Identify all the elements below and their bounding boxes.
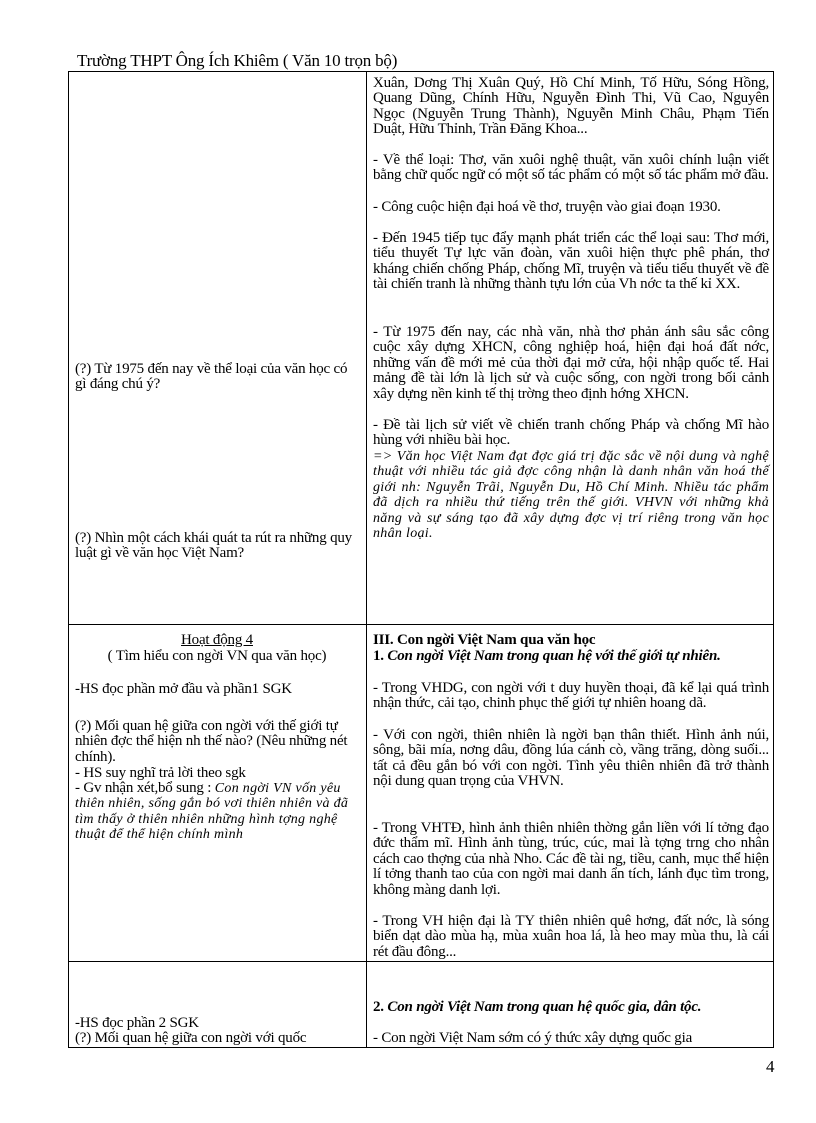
question-nature-relation: (?) Mối quan hệ giữa con ngời với thế giới tự nhiên đợc thể hiện nh thế nào? (Nêu những nét chính). bbox=[75, 718, 348, 765]
nature-friend-paragraph: - Với con ngời, thiên nhiên là ngời bạn thân thiết. Hình ảnh núi, sông, bãi mía, nơng dâu, đồng lúa cánh cò, vầng trăng, dòng suối... tất cả đều gắn bó với con ngời. Tình yêu thiên nhiên đã trở thành nội dung quan trọng của VHVN. bbox=[373, 727, 769, 790]
section-3-2-title: Con ngời Việt Nam trong quan hệ quốc gia, dân tộc. bbox=[387, 999, 702, 1015]
student-task-3: -HS đọc phần 2 SGK bbox=[75, 1015, 199, 1031]
teacher-comment bbox=[75, 781, 359, 843]
row-divider bbox=[69, 624, 773, 625]
nation-paragraph: - Con ngời Việt Nam sớm có ý thức xây dựng quốc gia bbox=[373, 1030, 693, 1046]
page-header: Trường THPT Ông Ích Khiêm ( Văn 10 trọn bộ) bbox=[77, 51, 398, 70]
row-divider bbox=[69, 961, 773, 962]
section-3-2-heading bbox=[373, 1000, 769, 1015]
section-3-1-title: Con ngời Việt Nam trong quan hệ với thế giới tự nhiên. bbox=[387, 648, 721, 664]
student-task-2: - HS suy nghĩ trả lời theo sgk bbox=[75, 765, 246, 781]
history-theme-paragraph: - Đề tài lịch sử viết về chiến tranh chống Pháp và chống Mĩ hào hùng với nhiều bài học. bbox=[373, 417, 769, 449]
folk-literature-paragraph: - Trong VHDG, con ngời với t duy huyền thoại, đã kể lại quá trình nhận thức, cải tạo, chinh phục thế giới tự nhiên hoang dã. bbox=[373, 680, 769, 712]
teacher-comment-label: - Gv nhận xét,bổ sung : bbox=[75, 780, 215, 796]
paragraph-1945: - Đến 1945 tiếp tục đẩy mạnh phát triển các thể loại sau: Thơ mới, tiểu thuyết Tự lực văn đoàn, văn xuôi hiện thực phê phán, thơ kháng chiến chống Pháp, chống Mĩ, truyện và tiểu tiểu thuyết về đề tài chiến tranh là những thành tựu lớn của Vh nớc ta thế kỉ XX. bbox=[373, 230, 769, 293]
student-task-1: -HS đọc phần mở đầu và phần1 SGK bbox=[75, 681, 292, 697]
authors-list: Xuân, Dơng Thị Xuân Quý, Hồ Chí Minh, Tố Hữu, Sóng Hồng, Quang Dũng, Chính Hữu, Nguyễn Đình Thi, Vũ Cao, Nguyên Ngọc (Nguyễn Trung Thành), Nguyễn Minh Châu, Phạm Tiến Duật, Hữu Thỉnh, Trần Đăng Khoa... bbox=[373, 75, 769, 138]
genre-paragraph: - Về thể loại: Thơ, văn xuôi nghệ thuật, văn xuôi chính luận viết bằng chữ quốc ngữ có một số tác phẩm có một số tác phẩm mở đầu. bbox=[373, 152, 769, 184]
modernization-paragraph: - Công cuộc hiện đại hoá về thơ, truyện vào giai đoạn 1930. bbox=[373, 199, 721, 215]
column-divider bbox=[366, 72, 367, 1047]
section-3-1-number: 1. bbox=[373, 648, 388, 664]
question-genre-1975: (?) Từ 1975 đến nay về thể loại của văn học có gì đáng chú ý? bbox=[75, 361, 348, 393]
medieval-literature-paragraph: - Trong VHTĐ, hình ảnh thiên nhiên thờng gắn liền với lí tởng đạo đức thẩm mĩ. Hình ảnh tùng, trúc, cúc, mai là tợng trng cho nhân cách cao thợng của nhà Nho. Các đề tài ng, tiều, canh, mục thể hiện lí tởng thanh tao của con ngời mai danh ẩn tích, lánh đục tìm trong, không màng danh lợi. bbox=[373, 820, 769, 898]
lesson-table bbox=[68, 71, 774, 1048]
activity-4-title: Hoạt động 4 bbox=[181, 632, 253, 648]
modern-literature-paragraph: - Trong VH hiện đại là TY thiên nhiên quê hơng, đất nớc, là sóng biển dạt dào mùa hạ, mùa xuân hoa lá, là heo may mùa thu, là cái rét đầu đông... bbox=[373, 913, 769, 960]
teacher-comment-text: Con ngời VN vốn yêu thiên nhiên, sống gắn bó vơi thiên nhiên và đã tìm thấy ở thiên nhiên những hình tợng nghệ thuật để thể hiện chính mình bbox=[75, 781, 349, 843]
section-3-1-heading bbox=[373, 649, 769, 664]
section-3-title: III. Con ngời Việt Nam qua văn học bbox=[373, 632, 596, 648]
question-general-rules: (?) Nhìn một cách khái quát ta rút ra những quy luật gì về văn học Việt Nam? bbox=[75, 530, 352, 562]
page-number: 4 bbox=[766, 1057, 775, 1076]
activity-4-subtitle: ( Tìm hiểu con ngời VN qua văn học) bbox=[107, 648, 327, 664]
conclusion-paragraph: => Văn học Việt Nam đạt đợc giá trị đặc sắc về nội dung và nghệ thuật với nhiều tác giả đợc công nhận là danh nhân văn hoá thế giới nh: Nguyễn Trãi, Nguyễn Du, Hồ Chí Minh. Nhiều tác phẩm đã dịch ra nhiều thứ tiếng trên thế giới. VHVN với những khả năng và sự sáng tạo đã xây dựng đợc vị trí riêng trong văn học nhân loại. bbox=[373, 449, 769, 542]
paragraph-1975: - Từ 1975 đến nay, các nhà văn, nhà thơ phản ánh sâu sắc công cuộc xây dựng XHCN, công nghiệp hoá, hiện đại hoá đất nớc, những vấn đề mới mẻ của thời đại mở cửa, hội nhập quốc tế. Hai mảng đề tài lớn là lịch sử và cuộc sống, con ngời trong bối cảnh xây dựng nền kinh tế thị trờng theo định hớng XHCN. bbox=[373, 324, 769, 402]
question-nation-relation: (?) Mối quan hệ giữa con ngời với quốc bbox=[75, 1030, 307, 1046]
section-3-2-number: 2. bbox=[373, 999, 388, 1015]
